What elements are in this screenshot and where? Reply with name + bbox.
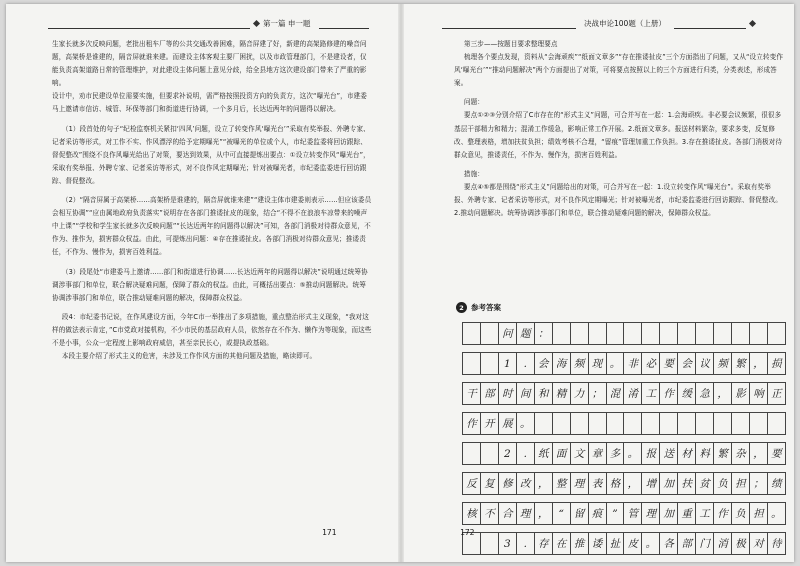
answer-grid-cell: ， (750, 353, 768, 374)
answer-grid-cell (481, 353, 499, 374)
answer-grid-cell: 频 (571, 353, 589, 374)
answer-grid-cell: 3 (499, 533, 517, 554)
answer-grid-row (462, 502, 786, 525)
paragraph: 本段主要介绍了形式主义的危害，未涉及工作作风方面的其他问题及措施，略读即可。 (61, 352, 317, 361)
answer-grid-cell: 料 (696, 443, 714, 464)
answer-grid-cell: 部 (481, 383, 499, 404)
answer-grid-cell: 会 (678, 353, 696, 374)
answer-grid-cell: ， (750, 443, 768, 464)
paragraph: 梳理各个要点发现，资料从“会海顽疾”“纸面文章多”“存在推诿扯皮”三个方面指出了问题，又从“设立转变作风‘曝光台’”“推动问题解决”两个方面提出了对策，可将要点按照以上的三个方面进行归类，分类表述，形成答案。 (454, 53, 784, 88)
answer-grid-cell: 格 (607, 473, 625, 494)
answer-grid-cell: 损 (768, 353, 786, 374)
answer-grid-cell: 展 (499, 413, 517, 434)
answer-grid-cell (714, 323, 732, 344)
answer-grid-cell (607, 413, 625, 434)
answer-grid-cell: ， (714, 383, 732, 404)
answer-grid-cell: 。 (768, 503, 786, 524)
answer-grid-cell: 。 (517, 413, 535, 434)
answer-grid-cell: 推 (571, 533, 589, 554)
answer-grid-cell: 要 (660, 353, 678, 374)
paragraph: 生家长就多次反映问题，老批出租车厂等的公共交通改善困难，隔音屏建了好，新建的高架路修建的噪音问题，高架桥是谁建的，隔音屏就谁来建。而建设主体客观主要厂困扰，以及市政管理部门，不是建设者，仅能负责高架道路日常的管理维护，对此建设主体问题上意见分歧，给全县地方这次建设部门带来了严重的影响。 (52, 40, 367, 88)
answer-grid-cell: 极 (732, 533, 750, 554)
answer-grid-cell: 对 (750, 533, 768, 554)
answer-grid-cell: 理 (517, 503, 535, 524)
answer-grid-cell (732, 323, 750, 344)
header-rule (319, 28, 369, 29)
answer-grid-cell: 负 (714, 473, 732, 494)
answer-grid-cell: 时 (499, 383, 517, 404)
answer-grid-cell: 消 (714, 533, 732, 554)
answer-grid-row (462, 472, 786, 495)
answer-grid-cell (571, 413, 589, 434)
answer-grid-cell: 题 (517, 323, 535, 344)
answer-grid-cell (607, 323, 625, 344)
answer-grid-cell: 。 (624, 443, 642, 464)
answer-grid-cell: 扶 (678, 473, 696, 494)
answer-grid-cell: 重 (678, 503, 696, 524)
answer-grid-cell: 议 (696, 353, 714, 374)
answer-grid-row (462, 532, 786, 555)
right-body-text (454, 38, 784, 220)
answer-badge-icon: 2 (456, 302, 467, 313)
answer-grid-cell: 精 (553, 383, 571, 404)
answer-grid-row (462, 322, 786, 345)
answer-grid-cell: 和 (535, 383, 553, 404)
paragraph: 段4：市纪委书记说，在作风建设方面，今年C市一举推出了多项措施，重点整治形式主义现象，“我对这样的做法表示肯定，”C市党政对接机构，不少市民的基层政府人员，依然存在不作为、懒作为等现象，而这些不是小事，公众一定程度上影响政府威信，甚至亲民长心，或提执政基础。 (52, 312, 372, 347)
answer-grid (462, 322, 786, 562)
answer-grid-cell: 合 (499, 503, 517, 524)
answer-grid-cell: ， (535, 503, 553, 524)
paragraph: 设计中，劝市民建设单位需要实施，但要求补说明，需严格按照投资方向的负责方，这次“曝光台”，市建委马上邀请市信访、城管、环保等部门和街道进行协调，一个多月后，长达近两年的问题得以解决。 (52, 92, 367, 114)
answer-grid-cell: 要 (768, 443, 786, 464)
answer-grid-cell: 工 (642, 383, 660, 404)
header-rule (48, 28, 250, 29)
answer-grid-cell: “ (553, 503, 571, 524)
answer-grid-cell (553, 323, 571, 344)
paragraph: 第三步——按题目要求整理要点 (463, 40, 558, 48)
answer-grid-row (462, 412, 786, 435)
paragraph: （1）段首处的句子“纪检监察机关紧扣‘四风’问题，设立了转变作风‘曝光台’”采取有奖举报、外聘专家、记者采访等形式，对工作不实、作风漂浮的给予定期曝光”“被曝光的单位或个人，市纪委监委将回访跟踪、督促整改”围绕不良作风曝光给出了对策，要达到效果，从中可直接提炼出要点：①设立转变作风“曝光台”，采取有奖举报、外聘专家、记者采访等形式，对不良作风定期曝光；针对被曝光者，市纪委监委进行回访跟踪、督促整改。 (52, 124, 370, 185)
answer-grid-cell: . (517, 533, 535, 554)
answer-grid-cell: 留 (571, 503, 589, 524)
answer-grid-cell: 修 (499, 473, 517, 494)
answer-grid-cell (481, 533, 499, 554)
answer-grid-cell (624, 323, 642, 344)
paragraph: （3）段尾处“市建委马上邀请……部门和街道进行协调……长达近两年的问题得以解决”说明通过统筹协调涉事部门和单位，联合解决疑难问题，保障了群众的权益。由此，可概括出要点：⑤推动问题解决。统筹协调涉事部门和单位，联合推动疑难问题的解决，保障群众权益。 (52, 267, 368, 302)
answer-grid-cell (571, 323, 589, 344)
answer-grid-cell: 海 (553, 353, 571, 374)
answer-grid-cell: 。 (642, 533, 660, 554)
right-running-header: 决战申论100题（上册） (584, 19, 666, 28)
answer-grid-cell: 繁 (732, 353, 750, 374)
answer-grid-cell: 影 (732, 383, 750, 404)
answer-grid-cell: . (517, 353, 535, 374)
answer-grid-cell: 缓 (678, 383, 696, 404)
answer-grid-cell: 淆 (624, 383, 642, 404)
header-diamond-icon (749, 20, 756, 27)
paragraph: 措施： (463, 169, 484, 178)
answer-grid-cell: 2 (499, 443, 517, 464)
answer-grid-row (462, 442, 786, 465)
answer-grid-cell: 频 (714, 353, 732, 374)
header-diamond-icon (253, 20, 260, 27)
paragraph: 问题： (463, 98, 484, 107)
answer-grid-cell: . (517, 443, 535, 464)
answer-grid-cell (463, 443, 481, 464)
answer-grid-cell: ： (535, 323, 553, 344)
answer-grid-cell: 担 (750, 503, 768, 524)
answer-grid-cell: 面 (553, 443, 571, 464)
answer-grid-cell: ； (589, 383, 607, 404)
answer-grid-cell: 送 (660, 443, 678, 464)
answer-grid-cell (481, 443, 499, 464)
answer-grid-cell (678, 413, 696, 434)
left-page-number: 171 (322, 528, 337, 537)
answer-grid-cell: 响 (750, 383, 768, 404)
answer-grid-cell: 扯 (607, 533, 625, 554)
answer-grid-cell: 作 (714, 503, 732, 524)
answer-grid-cell: 。 (607, 353, 625, 374)
answer-grid-cell: 理 (571, 473, 589, 494)
answer-grid-cell: 复 (481, 473, 499, 494)
answer-grid-cell (624, 413, 642, 434)
answer-grid-cell: 非 (624, 353, 642, 374)
answer-grid-cell: 报 (642, 443, 660, 464)
right-page (404, 4, 794, 562)
answer-grid-cell: 章 (589, 443, 607, 464)
answer-grid-cell: 问 (499, 323, 517, 344)
answer-grid-cell: 诿 (589, 533, 607, 554)
answer-grid-cell: 开 (481, 413, 499, 434)
answer-grid-cell: 存 (535, 533, 553, 554)
answer-grid-cell (463, 323, 481, 344)
answer-grid-cell: 整 (553, 473, 571, 494)
answer-grid-cell: 干 (463, 383, 481, 404)
answer-grid-cell: 待 (768, 533, 786, 554)
answer-grid-cell: 多 (607, 443, 625, 464)
answer-grid-cell: 工 (696, 503, 714, 524)
answer-grid-cell (714, 413, 732, 434)
answer-grid-cell: 在 (553, 533, 571, 554)
left-running-header: 第一篇 申一题 (263, 19, 311, 28)
right-page-number: 172 (460, 528, 475, 537)
answer-grid-cell: 间 (517, 383, 535, 404)
answer-grid-cell: 急 (696, 383, 714, 404)
answer-grid-cell: 理 (642, 503, 660, 524)
answer-grid-cell: 各 (660, 533, 678, 554)
answer-grid-cell: ； (750, 473, 768, 494)
answer-grid-cell (750, 323, 768, 344)
answer-grid-cell: 力 (571, 383, 589, 404)
answer-grid-cell: 反 (463, 473, 481, 494)
answer-grid-cell: 皮 (624, 533, 642, 554)
book-spread (6, 4, 794, 562)
answer-grid-cell: ， (535, 473, 553, 494)
answer-grid-cell: 负 (732, 503, 750, 524)
answer-grid-cell: 材 (678, 443, 696, 464)
header-rule (674, 28, 746, 29)
answer-grid-cell: ” (607, 503, 625, 524)
answer-grid-cell: 表 (589, 473, 607, 494)
answer-grid-cell: 杂 (732, 443, 750, 464)
answer-grid-cell (535, 413, 553, 434)
answer-grid-cell (463, 353, 481, 374)
answer-grid-cell: 现 (589, 353, 607, 374)
answer-grid-cell: 不 (481, 503, 499, 524)
answer-grid-cell: 改 (517, 473, 535, 494)
answer-grid-cell (660, 323, 678, 344)
answer-grid-cell: 门 (696, 533, 714, 554)
answer-grid-cell: 必 (642, 353, 660, 374)
answer-grid-cell: 加 (660, 473, 678, 494)
answer-grid-cell (589, 413, 607, 434)
answer-grid-cell (642, 413, 660, 434)
answer-grid-cell: 部 (678, 533, 696, 554)
answer-grid-cell: 混 (607, 383, 625, 404)
answer-grid-cell: 贫 (696, 473, 714, 494)
answer-grid-cell: 作 (660, 383, 678, 404)
answer-grid-cell (768, 323, 786, 344)
answer-grid-cell (589, 323, 607, 344)
answer-grid-cell (642, 323, 660, 344)
answer-grid-cell (768, 413, 786, 434)
answer-grid-cell: 作 (463, 413, 481, 434)
answer-grid-cell: 加 (660, 503, 678, 524)
answer-grid-cell (660, 413, 678, 434)
answer-grid-cell (696, 323, 714, 344)
answer-grid-cell: 文 (571, 443, 589, 464)
answer-grid-cell (732, 413, 750, 434)
answer-grid-cell: 1 (499, 353, 517, 374)
answer-title: 参考答案 (471, 303, 501, 312)
answer-grid-cell: 繁 (714, 443, 732, 464)
answer-grid-cell: 会 (535, 353, 553, 374)
answer-grid-cell: 担 (732, 473, 750, 494)
answer-grid-row (462, 352, 786, 375)
header-rule (442, 28, 576, 29)
answer-grid-cell: 管 (624, 503, 642, 524)
paragraph: 要点④⑤都是围绕“形式主义”问题给出的对策，可合并写在一起：1.设立转变作风“曝光台”。采取有奖举报、外聘专家、记者采访等形式，对不良作风定期曝光；针对被曝光者，市纪委监委进行回访跟踪、督促整改。2.推动问题解决。统筹协调涉事部门和单位，联合推动疑难问题的解决，保障群众权益。 (454, 182, 782, 218)
answer-grid-cell: 痕 (589, 503, 607, 524)
left-page (6, 4, 398, 562)
answer-grid-cell: 增 (642, 473, 660, 494)
answer-grid-cell (696, 413, 714, 434)
answer-grid-cell: 纸 (535, 443, 553, 464)
paragraph: （2）“隔音屏属于高架桥……高架桥是谁建的，隔音屏就谁来建”“建设主体市建委则表示……但应该委员会相互协调”“应由属地政府负责落实”说明存在各部门推诿扯皮的现象，结合“不得不在浪浪车凉带来的噪声中上课”“学校和学生家长就多次反映问题”“长达近两年的问题得以解决”可知，各部门消极对待群众意见，不作为、推作为，损害群众权益。由此，可提炼出问题：④存在推诿扯皮。各部门消极对待群众意见；推诿责任，不作为、慢作为，损害百姓利益。 (52, 196, 372, 257)
answer-grid-cell: 绩 (768, 473, 786, 494)
answer-heading (456, 302, 501, 313)
answer-grid-row (462, 382, 786, 405)
answer-grid-cell (750, 413, 768, 434)
answer-grid-cell (678, 323, 696, 344)
answer-grid-cell (553, 413, 571, 434)
answer-grid-cell: ， (624, 473, 642, 494)
answer-grid-cell (481, 323, 499, 344)
paragraph: 要点①②③分别介绍了C市存在的“形式主义”问题，可合并写在一起：1.会海顽疾。非必要会议频繁，很很多基层干部精力和精力；混淆工作缓急，影响正常工作开展。2.纸面文章多。报送材料繁杂，要求多变，反复修改、整理表格，增加扶贫负担；绩效考核不合理，“留痕”管理加重工作负担。3.存在推诿扯皮。各部门消极对待群众意见，推诿责任，不作为、慢作为，损害百姓利益。 (454, 111, 783, 159)
left-body-text (52, 38, 372, 363)
answer-grid-cell: 核 (463, 503, 481, 524)
answer-grid-cell: 正 (768, 383, 786, 404)
